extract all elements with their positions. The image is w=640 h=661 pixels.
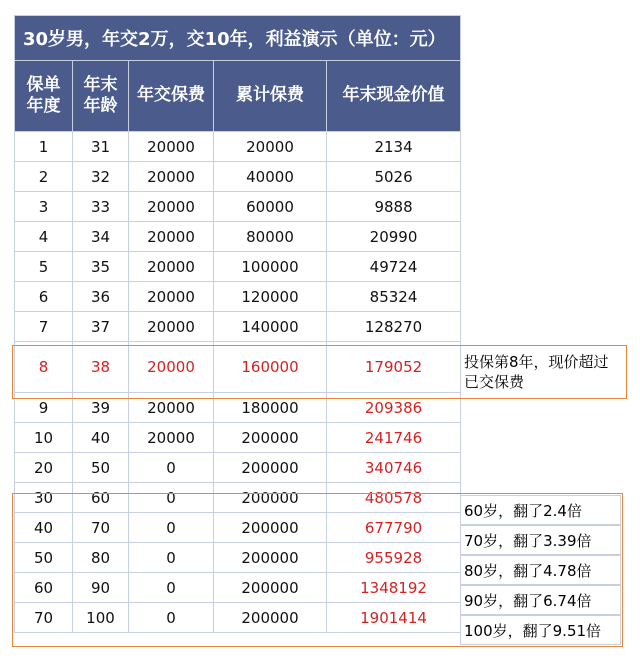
cell-annual-premium: 0	[129, 573, 214, 603]
col-header-annual-premium: 年交保费	[129, 61, 214, 132]
cell-cash-value: 1348192	[327, 573, 461, 603]
table-row	[15, 453, 461, 483]
cell-age: 31	[73, 132, 129, 162]
cell-annual-premium: 20000	[129, 162, 214, 192]
cell-cumulative-premium: 200000	[214, 423, 327, 453]
cell-cumulative-premium: 200000	[214, 513, 327, 543]
header-row	[15, 61, 461, 132]
cell-policy-year: 10	[15, 423, 73, 453]
cell-cumulative-premium: 200000	[214, 483, 327, 513]
cell-cumulative-premium: 200000	[214, 543, 327, 573]
cell-cash-value: 9888	[327, 192, 461, 222]
benefit-table-container	[14, 15, 627, 640]
cell-age: 33	[73, 192, 129, 222]
table-row	[15, 252, 461, 282]
col-header-policy-year: 保单 年度	[15, 61, 73, 132]
table-row	[15, 483, 461, 513]
table-row	[15, 282, 461, 312]
cell-age: 40	[73, 423, 129, 453]
cell-cash-value: 340746	[327, 453, 461, 483]
cell-age: 70	[73, 513, 129, 543]
cell-age: 36	[73, 282, 129, 312]
cell-policy-year: 40	[15, 513, 73, 543]
col-header-age: 年末 年龄	[73, 61, 129, 132]
cell-policy-year: 20	[15, 453, 73, 483]
cell-cumulative-premium: 80000	[214, 222, 327, 252]
cell-age: 90	[73, 573, 129, 603]
cell-cash-value: 49724	[327, 252, 461, 282]
cell-policy-year: 6	[15, 282, 73, 312]
cell-policy-year: 1	[15, 132, 73, 162]
cell-age: 35	[73, 252, 129, 282]
cell-cash-value: 955928	[327, 543, 461, 573]
cell-age: 80	[73, 543, 129, 573]
cell-cash-value: 209386	[327, 393, 461, 423]
cell-cash-value: 5026	[327, 162, 461, 192]
cell-policy-year: 3	[15, 192, 73, 222]
cell-cumulative-premium: 140000	[214, 312, 327, 342]
cell-annual-premium: 20000	[129, 132, 214, 162]
table-row	[15, 132, 461, 162]
cell-annual-premium: 20000	[129, 312, 214, 342]
cell-policy-year: 60	[15, 573, 73, 603]
cell-policy-year: 5	[15, 252, 73, 282]
cell-cash-value: 179052	[327, 342, 461, 393]
cell-annual-premium: 0	[129, 513, 214, 543]
cell-cash-value: 2134	[327, 132, 461, 162]
cell-cash-value: 241746	[327, 423, 461, 453]
table-title: 30岁男，年交2万，交10年，利益演示（单位：元）	[15, 16, 461, 61]
note-row-50: 80岁，翻了4.78倍	[460, 555, 621, 585]
cell-age: 100	[73, 603, 129, 633]
cell-policy-year: 7	[15, 312, 73, 342]
table-row	[15, 603, 461, 633]
cell-cumulative-premium: 200000	[214, 573, 327, 603]
cell-annual-premium: 0	[129, 543, 214, 573]
cell-age: 34	[73, 222, 129, 252]
cell-cumulative-premium: 200000	[214, 603, 327, 633]
cell-cash-value: 128270	[327, 312, 461, 342]
cell-cash-value: 85324	[327, 282, 461, 312]
cell-policy-year: 2	[15, 162, 73, 192]
cell-cash-value: 20990	[327, 222, 461, 252]
table-row	[15, 222, 461, 252]
cell-cumulative-premium: 180000	[214, 393, 327, 423]
table-row	[15, 312, 461, 342]
cell-annual-premium: 0	[129, 603, 214, 633]
table-row	[15, 342, 461, 393]
table-row	[15, 393, 461, 423]
note-row-70: 100岁，翻了9.51倍	[460, 615, 621, 645]
cell-annual-premium: 20000	[129, 423, 214, 453]
table-row	[15, 423, 461, 453]
cell-policy-year: 9	[15, 393, 73, 423]
cell-policy-year: 50	[15, 543, 73, 573]
note-row-60: 90岁，翻了6.74倍	[460, 585, 621, 615]
table-row	[15, 513, 461, 543]
table-row	[15, 162, 461, 192]
col-header-cumulative-premium: 累计保费	[214, 61, 327, 132]
cell-annual-premium: 20000	[129, 282, 214, 312]
cell-cumulative-premium: 120000	[214, 282, 327, 312]
cell-policy-year: 30	[15, 483, 73, 513]
note-row-40: 70岁，翻了3.39倍	[460, 525, 621, 555]
cell-policy-year: 4	[15, 222, 73, 252]
cell-cumulative-premium: 20000	[214, 132, 327, 162]
cell-policy-year: 70	[15, 603, 73, 633]
cell-annual-premium: 20000	[129, 192, 214, 222]
note-row-30: 60岁，翻了2.4倍	[460, 495, 621, 525]
cell-cumulative-premium: 60000	[214, 192, 327, 222]
cell-annual-premium: 20000	[129, 222, 214, 252]
cell-age: 39	[73, 393, 129, 423]
cell-cash-value: 480578	[327, 483, 461, 513]
cell-cash-value: 677790	[327, 513, 461, 543]
cell-cumulative-premium: 100000	[214, 252, 327, 282]
benefit-table	[14, 15, 461, 633]
cell-age: 50	[73, 453, 129, 483]
table-row	[15, 192, 461, 222]
cell-annual-premium: 20000	[129, 393, 214, 423]
cell-age: 32	[73, 162, 129, 192]
cell-annual-premium: 20000	[129, 342, 214, 393]
cell-annual-premium: 0	[129, 483, 214, 513]
cell-age: 60	[73, 483, 129, 513]
cell-annual-premium: 20000	[129, 252, 214, 282]
table-row	[15, 573, 461, 603]
cell-cumulative-premium: 160000	[214, 342, 327, 393]
cell-age: 38	[73, 342, 129, 393]
cell-cumulative-premium: 40000	[214, 162, 327, 192]
cell-cumulative-premium: 200000	[214, 453, 327, 483]
cell-age: 37	[73, 312, 129, 342]
note-year8: 投保第8年，现价超过已交保费	[460, 345, 627, 399]
col-header-cash-value: 年末现金价值	[327, 61, 461, 132]
cell-annual-premium: 0	[129, 453, 214, 483]
cell-cash-value: 1901414	[327, 603, 461, 633]
cell-policy-year: 8	[15, 342, 73, 393]
table-row	[15, 543, 461, 573]
